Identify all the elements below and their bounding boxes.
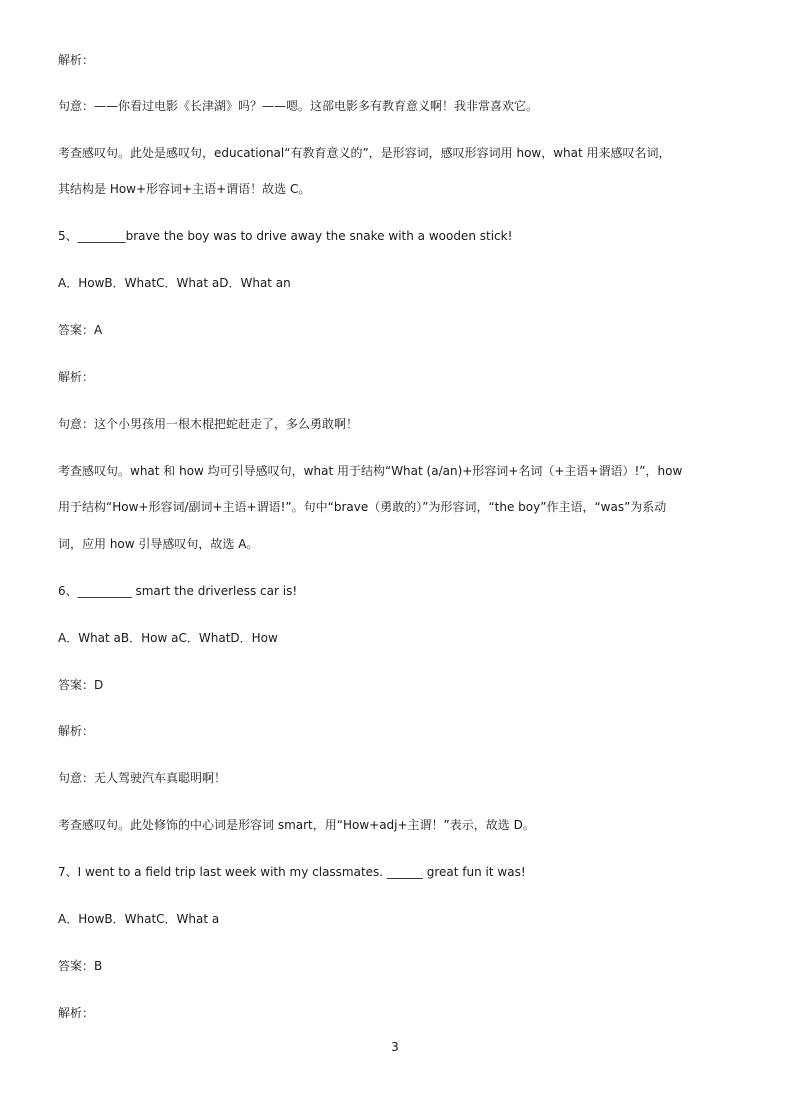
q5-explanation-line1: 考查感叹句。what 和 how 均可引导感叹句，what 用于结构“What (a/an)+形容词+名词（+主语+谓语）!”，how: [58, 464, 683, 478]
q7-question: 7、I went to a field trip last week with my classmates. ______ great fun it was!: [58, 865, 526, 879]
q4-explanation-line2: 其结构是 How+形容词+主语+谓语！故选 C。: [58, 182, 311, 196]
q7-analysis-label: 解析：: [58, 1006, 95, 1020]
q5-analysis-label: 解析：: [58, 370, 95, 384]
q6-question: 6、_________ smart the driverless car is!: [58, 584, 298, 598]
q5-explanation-line3: 词，应用 how 引导感叹句，故选 A。: [58, 537, 259, 551]
q6-answer: 答案：D: [58, 678, 104, 692]
q5-meaning: 句意：这个小男孩用一根木棍把蛇赶走了，多么勇敢啊！: [58, 417, 359, 431]
q6-meaning: 句意：无人驾驶汽车真聪明啊！: [58, 771, 227, 785]
q5-options: A．HowB．WhatC．What aD．What an: [58, 276, 291, 290]
page-number: 3: [391, 1040, 399, 1054]
q7-options: A．HowB．WhatC．What a: [58, 912, 220, 926]
q4-meaning: 句意：——你看过电影《长津湖》吗？——嗯。这部电影多有教育意义啊！我非常喜欢它。: [58, 99, 539, 113]
q4-explanation-line1: 考查感叹句。此处是感叹句，educational“有教育意义的”，是形容词，感叹形容词用 how，what 用来感叹名词，: [58, 146, 671, 160]
analysis-label: 解析：: [58, 53, 95, 67]
q7-answer: 答案：B: [58, 959, 103, 973]
q5-question: 5、________brave the boy was to drive away the snake with a wooden stick!: [58, 229, 513, 243]
q5-explanation-line2: 用于结构“How+形容词/副词+主语+谓语!”。句中“brave（勇敢的）”为形容词，“the boy”作主语，“was”为系动: [58, 500, 667, 514]
q6-analysis-label: 解析：: [58, 724, 95, 738]
q6-options: A．What aB．How aC．WhatD．How: [58, 631, 278, 645]
q6-explanation: 考查感叹句。此处修饰的中心词是形容词 smart，用“How+adj+主谓！”表示，故选 D。: [58, 818, 535, 832]
q5-answer: 答案：A: [58, 323, 103, 337]
